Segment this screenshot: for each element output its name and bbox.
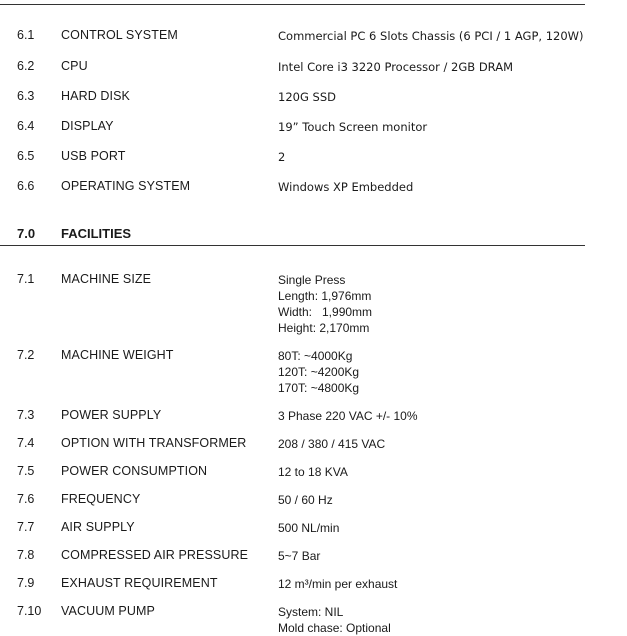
item-number: 7.2 [17,348,35,362]
item-value [278,548,320,564]
item-label: USB PORT [61,149,126,163]
item-label: FREQUENCY [61,492,141,506]
value-line: 50 / 60 Hz [278,493,333,507]
item-value [278,272,372,336]
item-value [278,464,348,480]
value-line: Windows XP Embedded [278,180,414,194]
value-line: Intel Core i3 3220 Processor / 2GB DRAM [278,60,513,74]
value-line: 80T: ~4000Kg [278,349,353,363]
value-line: Width: 1,990mm [278,305,373,319]
item-label: COMPRESSED AIR PRESSURE [61,548,249,562]
value-line: 12 to 18 KVA [278,465,348,479]
item-value [278,492,333,508]
item-label: MACHINE SIZE [61,272,152,286]
item-label: EXHAUST REQUIREMENT [61,576,218,590]
item-label: OPTION WITH TRANSFORMER [61,436,247,450]
item-label: VACUUM PUMP [61,604,155,618]
item-number: 6.4 [17,119,35,133]
item-value [278,89,336,105]
item-number: 7.6 [17,492,35,506]
item-value [278,28,584,44]
item-label: CONTROL SYSTEM [61,28,178,42]
item-value [278,59,513,75]
value-line: Commercial PC 6 Slots Chassis (6 PCI / 1 AGP, 120W) [278,29,584,43]
item-number: 6.1 [17,28,35,42]
item-label: DISPLAY [61,119,114,133]
item-number: 7.1 [17,272,35,286]
item-value [278,520,339,536]
value-line: 208 / 380 / 415 VAC [278,437,386,451]
value-line: System: NIL [278,605,344,619]
item-value [278,436,385,452]
item-number: 7.7 [17,520,35,534]
value-line: 120T: ~4200Kg [278,365,360,379]
item-label: POWER SUPPLY [61,408,162,422]
value-line: 12 m³/min per exhaust [278,577,398,591]
value-line: Length: 1,976mm [278,289,372,303]
item-number: 6.5 [17,149,35,163]
item-number: 7.8 [17,548,35,562]
item-label: AIR SUPPLY [61,520,135,534]
section-number: 7.0 [17,226,36,241]
item-label: OPERATING SYSTEM [61,179,191,193]
item-number: 6.3 [17,89,35,103]
value-line: 170T: ~4800Kg [278,381,360,395]
value-line: 3 Phase 220 VAC +/- 10% [278,409,418,423]
item-value [278,149,285,165]
item-label: HARD DISK [61,89,130,103]
value-line: Height: 2,170mm [278,321,370,335]
item-value [278,119,427,135]
item-number: 7.3 [17,408,35,422]
item-label: CPU [61,59,88,73]
item-number: 7.4 [17,436,35,450]
item-number: 7.5 [17,464,35,478]
value-line: 19” Touch Screen monitor [278,120,428,134]
item-value [278,408,418,424]
value-line: 500 NL/min [278,521,340,535]
item-value [278,179,413,195]
item-value [278,348,359,396]
item-number: 7.9 [17,576,35,590]
item-number: 6.2 [17,59,35,73]
value-line: 2 [278,150,286,164]
value-line: Mold chase: Optional [278,621,391,635]
section-rule [0,245,585,246]
section-title: FACILITIES [61,226,132,241]
item-value [278,576,397,592]
value-line: 5~7 Bar [278,549,321,563]
item-label: MACHINE WEIGHT [61,348,174,362]
item-number: 6.6 [17,179,35,193]
item-value [278,604,391,636]
item-number: 7.10 [17,604,42,618]
value-line: 120G SSD [278,90,336,104]
value-line: Single Press [278,273,346,287]
item-label: POWER CONSUMPTION [61,464,208,478]
top-rule [0,4,585,5]
